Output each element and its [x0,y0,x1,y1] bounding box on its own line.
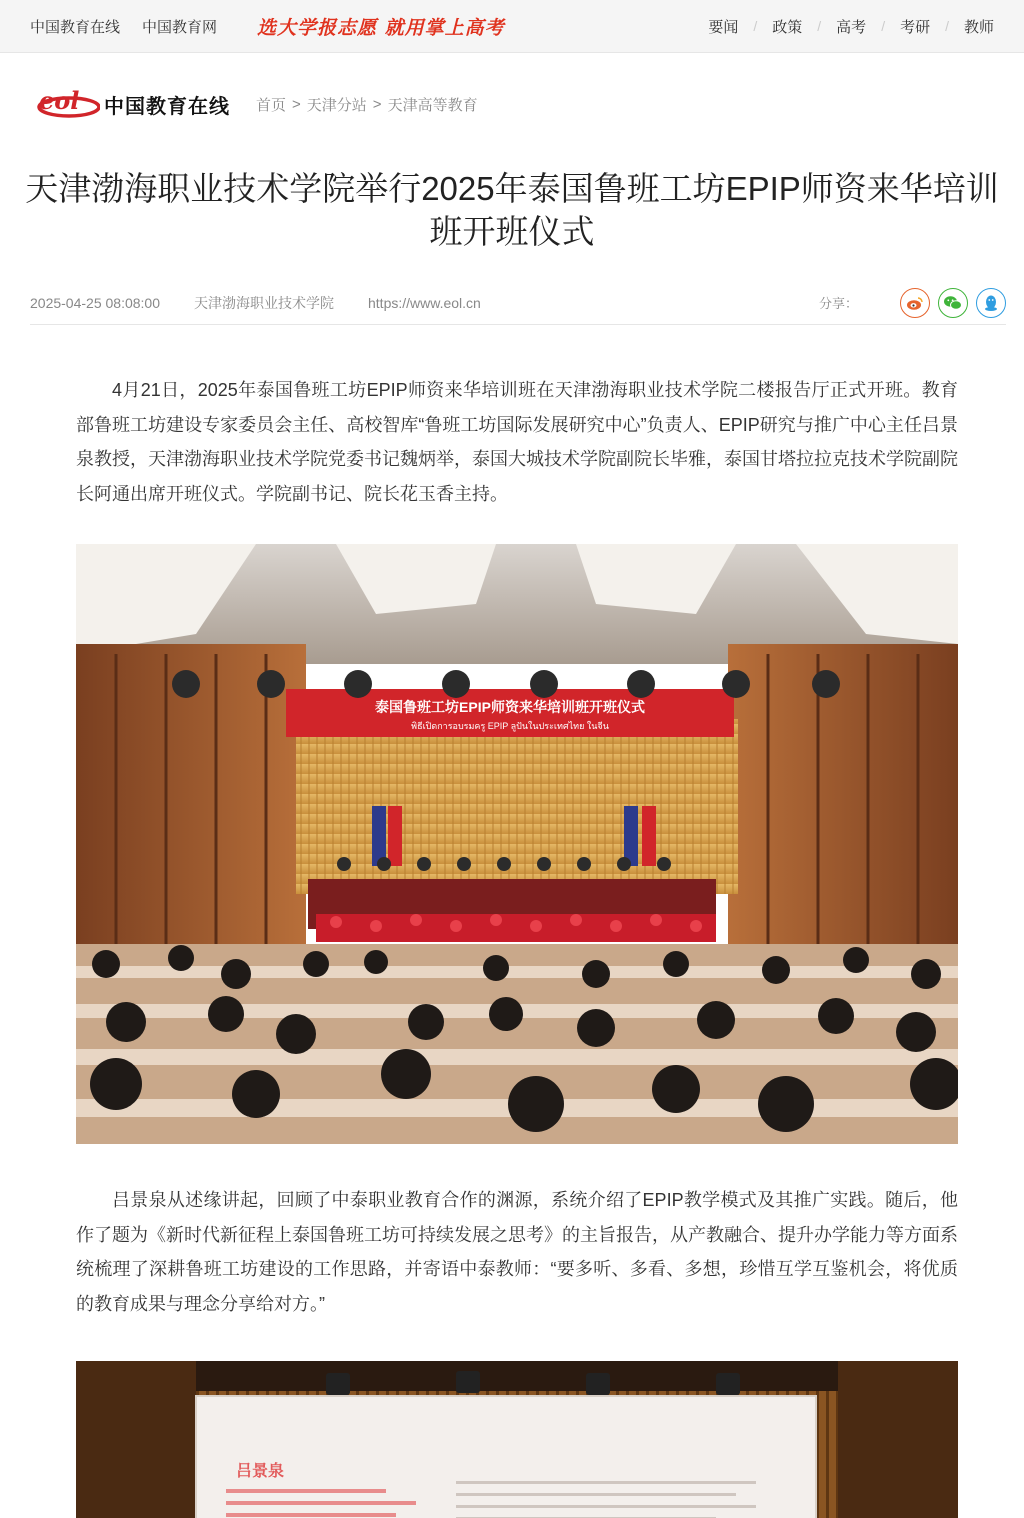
wechat-icon [943,295,963,311]
nav-separator: / [753,18,758,34]
nav-item-news[interactable]: 要闻 [708,18,739,36]
site-header [0,53,1024,155]
qq-icon [983,294,999,312]
eol-logo-mark [36,87,100,121]
article-paragraph: 吕景泉从述缘讲起，回顾了中泰职业教育合作的渊源，系统介绍了EPIP教学模式及其推广实践。随后，他作了题为《新时代新征程上泰国鲁班工坊可持续发展之思考》的主旨报告，从产教融合、提升办学能力等方面系统梳理了深耕鲁班工坊建设的工作思路，并寄语中泰教师：“要多听、多看、多想，珍惜互学互鉴机会，将优质的教育成果与理念分享给对方。” [76,1190,958,1314]
nav-item-teacher[interactable]: 教师 [963,18,994,36]
breadcrumb-tianjin[interactable]: 天津分站 [306,96,367,114]
article-title: 天津渤海职业技术学院举行2025年泰国鲁班工坊EPIP师资来华培训班开班仪式 [25,170,999,250]
top-bar [0,0,1024,53]
article-body [0,373,1024,1518]
lecture-photo-image [76,1361,958,1518]
breadcrumb-separator: > [292,95,301,113]
banner-title: 泰国鲁班工坊EPIP师资来华培训班开班仪式 [375,699,645,715]
breadcrumb-higher-ed[interactable]: 天津高等教育 [387,96,478,114]
banner-subtitle: พิธีเปิดการอบรมครู EPIP ลูปันในประเทศไทย ในจีน [411,721,609,731]
qq-share-button[interactable] [976,288,1006,318]
slide-speaker-name: 吕景泉 [236,1463,285,1480]
logo-text: 中国教育在线 [104,95,230,118]
share-bar [819,288,1006,318]
ceremony-photo-image [76,544,958,1144]
site-link-edu[interactable]: 中国教育网 [142,18,218,36]
nav-item-kaoyan[interactable]: 考研 [900,18,931,36]
eol-logo[interactable] [36,87,230,121]
lecture-photo [76,1361,958,1518]
gaokao-slogan[interactable]: 选大学报志愿 就用掌上高考 [257,16,505,39]
ceremony-photo [76,544,958,1144]
site-link-eol[interactable]: 中国教育在线 [30,18,121,36]
breadcrumb-separator: > [372,95,382,113]
source-url[interactable]: https://www.eol.cn [368,294,481,311]
publish-date: 2025-04-25 08:08:00 [30,294,160,311]
logo-mark-text: eol [39,87,80,115]
breadcrumb-home[interactable]: 首页 [256,96,287,114]
nav-separator: / [817,18,822,34]
article-paragraph: 4月21日，2025年泰国鲁班工坊EPIP师资来华培训班在天津渤海职业技术学院二楼报告厅正式开班。教育部鲁班工坊建设专家委员会主任、高校智库“鲁班工坊国际发展研究中心”负责人、EPIP研究与推广中心主任吕景泉教授，天津渤海职业技术学院党委书记魏炳举，泰国大城技术学院副院长毕雅，泰国甘塔拉拉克技术学院副院长阿通出席开班仪式。学院副书记、院长花玉香主持。 [76,380,958,504]
weibo-share-button[interactable] [900,288,930,318]
wechat-share-button[interactable] [938,288,968,318]
nav-item-policy[interactable]: 政策 [772,18,803,36]
weibo-icon [906,295,924,311]
nav-separator: / [881,18,886,34]
article-meta [30,281,1006,325]
breadcrumb [256,94,478,115]
nav-separator: / [945,18,949,34]
top-nav [708,16,994,37]
share-label: 分享： [818,296,858,311]
article-source: 天津渤海职业技术学院 [194,294,334,311]
nav-item-gaokao[interactable]: 高考 [836,18,867,36]
